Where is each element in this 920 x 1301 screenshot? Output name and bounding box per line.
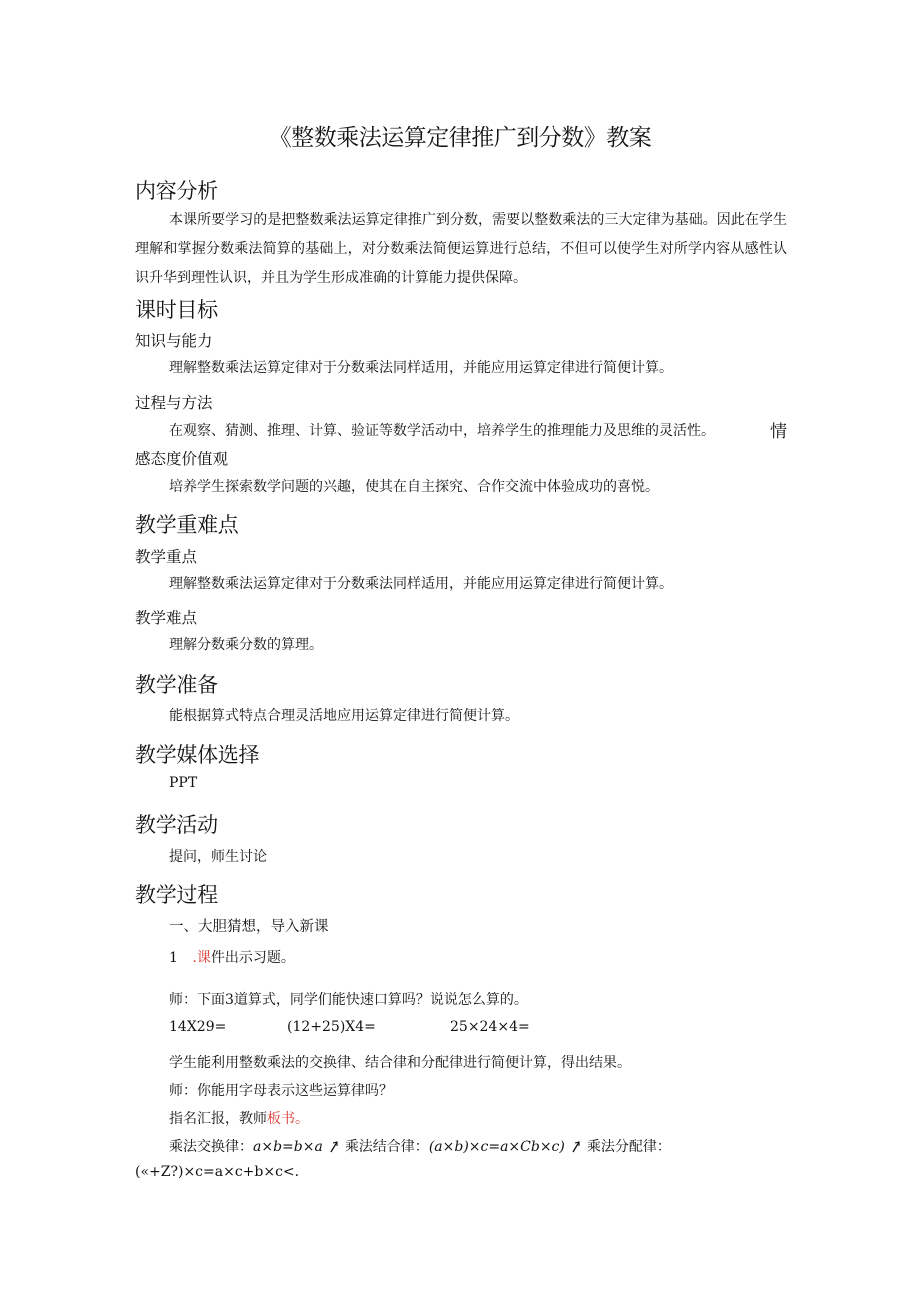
heading-teaching-focus: 教学重点: [135, 548, 198, 566]
law-commutative-formula: a×b=b×a: [253, 1139, 323, 1155]
section-heading-guess: 一、大胆猜想，导入新课: [169, 919, 329, 935]
heading-media: 教学媒体选择: [135, 743, 260, 767]
report-line: [169, 1108, 309, 1128]
text-preparation: 能根据算式特点合理灵活地应用运算定律进行简便计算。: [169, 708, 519, 724]
heading-preparation: 教学准备: [135, 673, 218, 697]
list-item-courseware: [169, 947, 295, 967]
expression-2: (12+25)X4=: [287, 1019, 376, 1035]
student-answer: 学生能利用整数乘法的交换律、结合律和分配律进行简便计算，得出结果。: [169, 1055, 631, 1071]
heading-process-method: 过程与方法: [135, 394, 213, 412]
heading-objectives: 课时目标: [135, 298, 218, 322]
heading-teaching-process: 教学过程: [135, 883, 218, 907]
teacher-question-1: 师：下面3道算式，同学们能快速口算吗？说说怎么算的。: [169, 992, 528, 1008]
text-teaching-focus: 理解整数乘法运算定律对于分数乘法同样适用，并能应用运算定律进行简便计算。: [169, 576, 673, 592]
expression-1: 14X29=: [169, 1019, 227, 1035]
heading-content-analysis: 内容分析: [135, 179, 218, 203]
heading-teaching-difficulty: 教学难点: [135, 609, 198, 627]
law-distributive-formula: («+Z?)×c=a×c+b×c<.: [135, 1164, 300, 1180]
heading-key-points: 教学重难点: [135, 513, 239, 537]
report-prefix: 指名汇报，教师: [169, 1111, 267, 1127]
list-item-number: 1: [169, 950, 178, 966]
expression-3: 25×24×4=: [450, 1019, 530, 1035]
text-emotion: 培养学生探索数学问题的兴趣，使其在自主探究、合作交流中体验成功的喜悦。: [169, 479, 659, 495]
text-activity: 提问，师生讨论: [169, 849, 267, 865]
document-title: 《整数乘法运算定律推广到分数》教案: [268, 125, 652, 151]
report-red-text: 板书。: [267, 1111, 309, 1127]
heading-emotion: 感态度价值观: [135, 450, 229, 468]
laws-line: [169, 1136, 671, 1156]
list-item-red-text: .课: [192, 950, 211, 966]
law-associative-label: 乘法结合律：: [344, 1139, 429, 1155]
paragraph-content-analysis: 本课所要学习的是把整数乘法运算定律推广到分数，需要以整数乘法的三大定律为基础。因此在学生理解和掌握分数乘法简算的基础上，对分数乘法简便运算进行总结，不但可以使学生对所学内容从感性认识升华到理性认识，并且为学生形成准确的计算能力提供保障。: [135, 212, 787, 286]
text-media: PPT: [169, 775, 198, 791]
text-process-trailing: 情: [770, 422, 787, 442]
heading-knowledge: 知识与能力: [135, 332, 213, 350]
list-item-rest-text: 件出示习题。: [210, 950, 295, 966]
teacher-question-2: 师：你能用字母表示这些运算律吗？: [169, 1083, 393, 1099]
text-teaching-difficulty: 理解分数乘分数的算理。: [169, 637, 323, 653]
law-commutative-label: 乘法交换律：: [169, 1139, 253, 1155]
text-process-method: 在观察、猜测、推理、计算、验证等数学活动中，培养学生的推理能力及思维的灵活性。: [169, 423, 715, 439]
text-knowledge: 理解整数乘法运算定律对于分数乘法同样适用，并能应用运算定律进行简便计算。: [169, 360, 673, 376]
law-associative-formula: (a×b)×c=a×Cb×c): [428, 1139, 565, 1155]
law-distributive-label: 乘法分配律：: [586, 1139, 671, 1155]
heading-activity: 教学活动: [135, 813, 218, 837]
